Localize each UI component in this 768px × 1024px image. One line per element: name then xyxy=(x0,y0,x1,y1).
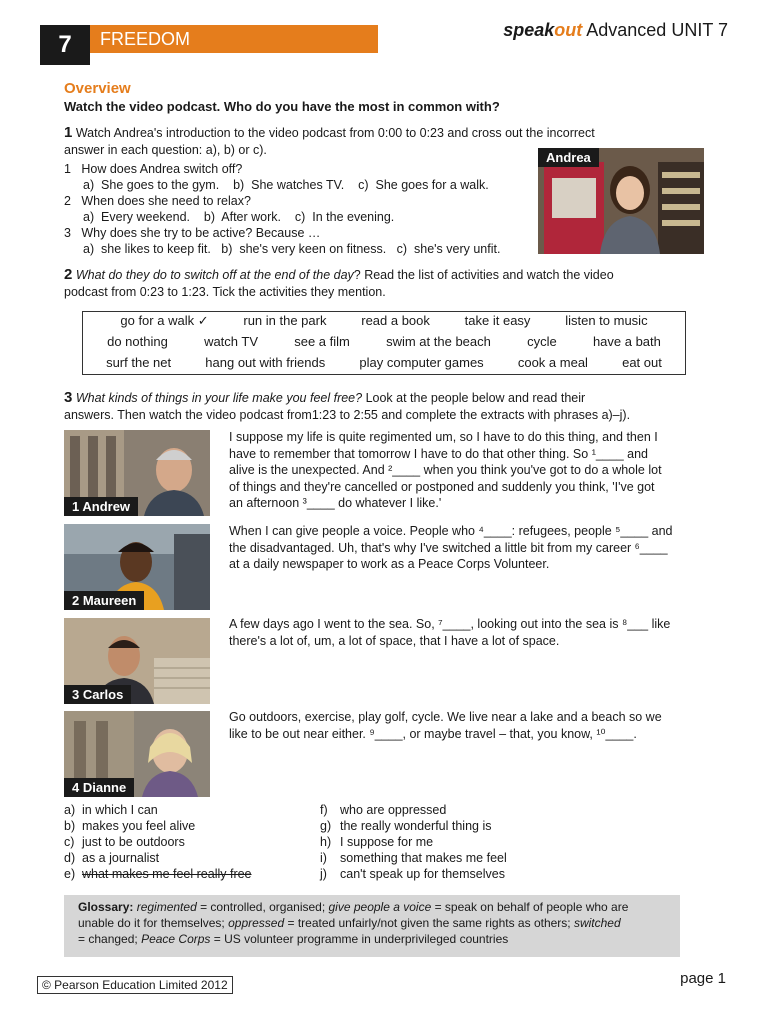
phrase-letter: d) xyxy=(64,851,76,865)
phrase-item xyxy=(64,866,252,882)
andrew-passage xyxy=(229,429,699,512)
passage-line: the disadvantaged. Uh, that's why I've switched a little bit from my career ⁶____ xyxy=(229,540,668,555)
q1-options-2: a) Every weekend. b) After work. c) In the evening. xyxy=(83,210,395,224)
q3-italic: What kinds of things in your life make you feel free? xyxy=(75,391,363,405)
phrases-right-list xyxy=(320,802,507,882)
q1-instruction-line2: answer in each question: a), b) or c). xyxy=(64,143,267,157)
phrase-text: who are oppressed xyxy=(340,803,447,817)
dianne-photo-label: 4 Dianne xyxy=(64,778,134,797)
unit-number-badge: 7 xyxy=(40,25,90,65)
maureen-passage xyxy=(229,523,699,573)
passage-line: alive is the unexpected. And ²____ when you think you've got to do a whole lot xyxy=(229,463,662,477)
activity-row-3 xyxy=(83,355,685,370)
activity-item: go for a walk ✓ xyxy=(120,313,209,328)
activity-item: have a bath xyxy=(592,334,661,349)
phrase-text: just to be outdoors xyxy=(82,835,185,849)
passage-line: have to remember that tomorrow I have to do that other thing. So ¹____ and xyxy=(229,446,648,461)
passage-line: A few days ago I went to the sea. So, ⁷____, looking out into the sea is ⁸___ like xyxy=(229,617,671,631)
q1-question-num: 3 xyxy=(64,226,71,240)
phrase-letter: h) xyxy=(320,835,332,849)
glossary-definition: = changed; xyxy=(78,932,142,946)
activity-item: play computer games xyxy=(359,355,484,370)
unit-title-bar: FREEDOM xyxy=(90,25,378,53)
activity-item: hang out with friends xyxy=(205,355,326,370)
phrase-text: makes you feel alive xyxy=(82,819,196,833)
q1-question-text: How does Andrea switch off? xyxy=(81,162,243,176)
q2-instruction xyxy=(64,266,704,301)
q1-question-1 xyxy=(64,161,500,177)
andrew-photo-label: 1 Andrew xyxy=(64,497,138,516)
brand-out: out xyxy=(554,20,583,40)
brand-header xyxy=(503,20,728,41)
phrase-item xyxy=(64,834,252,850)
q2-number: 2 xyxy=(64,266,73,283)
glossary-term: Peace Corps xyxy=(141,932,211,946)
andrew-photo xyxy=(64,430,210,516)
activity-item: cook a meal xyxy=(517,355,588,370)
activity-item: surf the net xyxy=(106,355,172,370)
activity-item: take it easy xyxy=(464,313,531,328)
glossary-definition: = speak on behalf of people who are xyxy=(431,900,629,914)
phrase-text: as a journalist xyxy=(82,851,160,865)
passage-line: there's a lot of, um, a lot of space, that I have a lot of space. xyxy=(229,633,560,648)
passage-line: I suppose my life is quite regimented um, so I have to do this thing, and then I xyxy=(229,430,658,444)
activity-box xyxy=(82,311,686,375)
glossary-definition: = treated unfairly/not given the same rights as others; xyxy=(284,916,574,930)
passage-line: like to be out near either. ⁹____, or maybe travel – that, you know, ¹⁰____. xyxy=(229,726,637,741)
carlos-passage xyxy=(229,616,699,649)
glossary-definition: = US volunteer programme in underprivileged countries xyxy=(210,932,509,946)
andrea-photo-label: Andrea xyxy=(538,148,599,167)
phrase-letter: b) xyxy=(64,819,76,833)
q2-line2: podcast from 0:23 to 1:23. Tick the activities they mention. xyxy=(64,285,386,299)
q2-italic: What do they do to switch off at the end of the day xyxy=(75,268,354,282)
phrases-left-list xyxy=(64,802,252,882)
q1-options-1: a) She goes to the gym. b) She watches TV. c) She goes for a walk. xyxy=(83,178,489,192)
copyright-notice: © Pearson Education Limited 2012 xyxy=(37,976,233,994)
phrase-letter: g) xyxy=(320,819,332,833)
passage-line: Go outdoors, exercise, play golf, cycle. We live near a lake and a beach so we xyxy=(229,710,662,724)
glossary-definition: = controlled, organised; xyxy=(196,900,329,914)
phrase-item xyxy=(320,802,507,818)
q1-number: 1 xyxy=(64,124,73,141)
phrase-text: I suppose for me xyxy=(340,835,434,849)
q1-options-3: a) she likes to keep fit. b) she's very keen on fitness. c) she's very unfit. xyxy=(83,242,501,256)
q3-line1: Look at the people below and read their xyxy=(362,391,586,405)
activity-item: eat out xyxy=(622,355,662,370)
page-number: page 1 xyxy=(680,970,726,987)
glossary-term: regimented xyxy=(136,900,197,914)
glossary-term: oppressed xyxy=(228,916,285,930)
passage-line: at a daily newspaper to work as a Peace Corps Volunteer. xyxy=(229,557,550,571)
phrase-letter: j) xyxy=(320,867,327,881)
phrase-letter: f) xyxy=(320,803,328,817)
overview-heading: Overview xyxy=(64,80,131,97)
activity-item: swim at the beach xyxy=(386,334,491,349)
q2-line1: ? Read the list of activities and watch the video xyxy=(353,268,614,282)
phrase-text-crossed-out: what makes me feel really free xyxy=(82,867,252,881)
q1-question-text: Why does she try to be active? Because … xyxy=(81,226,321,240)
passage-line: When I can give people a voice. People who ⁴____: refugees, people ⁵____ and xyxy=(229,524,673,538)
phrase-item xyxy=(320,818,507,834)
carlos-photo-label: 3 Carlos xyxy=(64,685,131,704)
phrase-item xyxy=(320,834,507,850)
glossary-definition: unable do it for themselves; xyxy=(78,916,229,930)
overview-subheading: Watch the video podcast. Who do you have the most in common with? xyxy=(64,99,500,114)
glossary-term: give people a voice xyxy=(328,900,432,914)
phrase-letter: e) xyxy=(64,867,76,881)
phrase-text: can't speak up for themselves xyxy=(340,867,505,881)
maureen-photo-label: 2 Maureen xyxy=(64,591,144,610)
brand-speak: speak xyxy=(503,20,555,40)
q1-instruction-line1: Watch Andrea's introduction to the video podcast from 0:00 to 0:23 and cross out the incorrect xyxy=(75,126,595,140)
q1-question-3 xyxy=(64,225,500,241)
andrea-photo xyxy=(538,148,704,254)
glossary-box xyxy=(64,895,680,957)
dianne-photo xyxy=(64,711,210,797)
phrase-letter: a) xyxy=(64,803,76,817)
dianne-passage xyxy=(229,709,699,742)
phrase-letter: c) xyxy=(64,835,75,849)
maureen-photo xyxy=(64,524,210,610)
glossary-label: Glossary: xyxy=(78,900,134,914)
carlos-photo xyxy=(64,618,210,704)
phrase-letter: i) xyxy=(320,851,327,865)
phrase-item xyxy=(64,818,252,834)
brand-unit: Advanced UNIT 7 xyxy=(582,20,728,40)
phrase-item xyxy=(320,850,507,866)
phrase-item xyxy=(64,850,252,866)
q1-question-list xyxy=(64,161,500,257)
phrase-text: in which I can xyxy=(82,803,158,817)
phrase-item xyxy=(64,802,252,818)
activity-item: run in the park xyxy=(243,313,327,328)
glossary-term: switched xyxy=(573,916,621,930)
activity-item: do nothing xyxy=(107,334,168,349)
activity-row-1 xyxy=(83,313,685,329)
activity-row-2 xyxy=(83,334,685,349)
q1-question-2 xyxy=(64,193,500,209)
passage-line: an afternoon ³____ do whatever I like.' xyxy=(229,496,442,510)
q1-question-num: 1 xyxy=(64,162,71,176)
activity-item: see a film xyxy=(294,334,350,349)
q3-number: 3 xyxy=(64,389,73,406)
phrase-text: something that makes me feel xyxy=(340,851,507,865)
phrase-text: the really wonderful thing is xyxy=(340,819,492,833)
q1-question-text: When does she need to relax? xyxy=(81,194,251,208)
q3-line2: answers. Then watch the video podcast from1:23 to 2:55 and complete the extracts with phrases a)–j). xyxy=(64,408,631,422)
q1-question-num: 2 xyxy=(64,194,71,208)
activity-item: listen to music xyxy=(565,313,648,328)
activity-item: watch TV xyxy=(204,334,259,349)
activity-item: cycle xyxy=(527,334,557,349)
q3-instruction xyxy=(64,389,714,424)
phrase-item xyxy=(320,866,507,882)
activity-item: read a book xyxy=(361,313,430,328)
passage-line: of things and they're cancelled or postponed and suddenly you think, 'I've got xyxy=(229,479,655,494)
